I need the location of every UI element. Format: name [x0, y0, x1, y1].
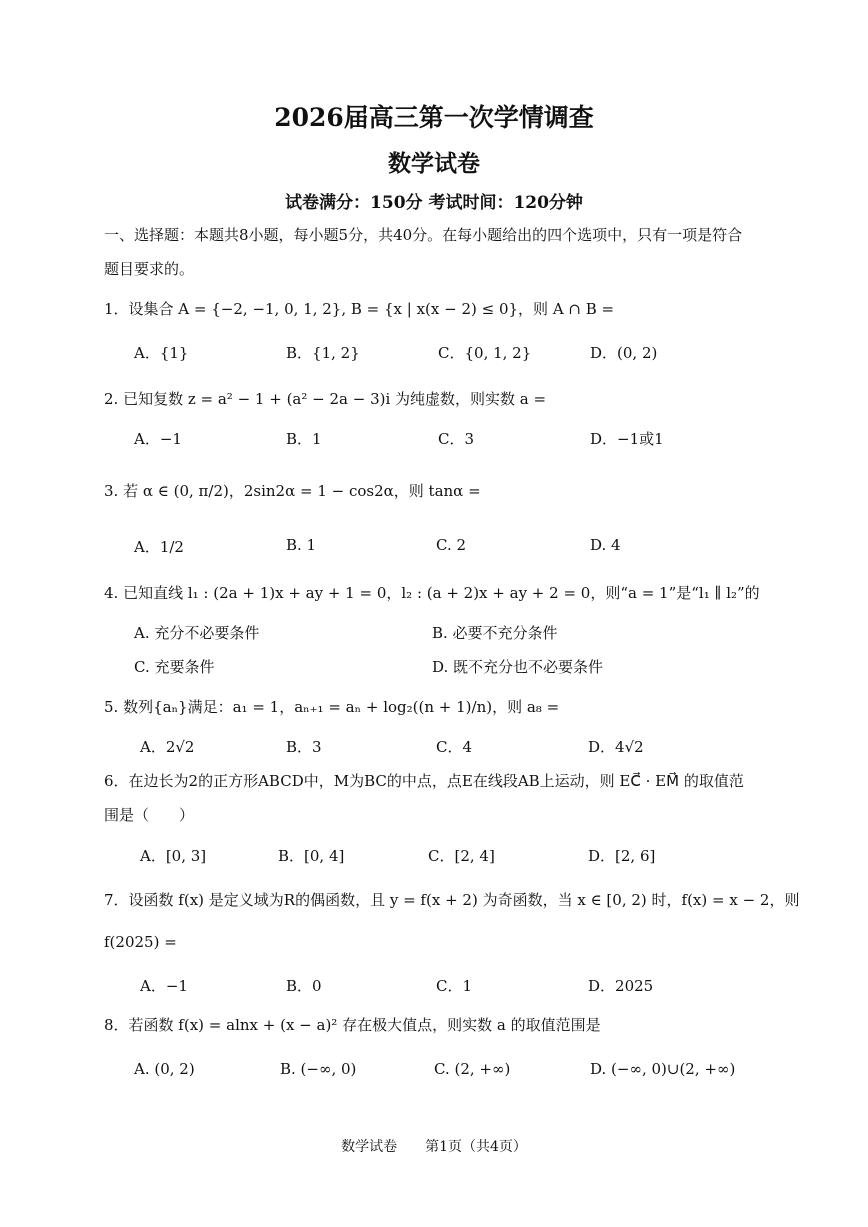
- question-3-option-a: A．1/2: [134, 538, 184, 556]
- question-7-option-a: A．−1: [140, 977, 188, 995]
- question-5-option-b: B．3: [286, 738, 322, 756]
- question-6-stem-cont: 围是（ ）: [104, 806, 195, 824]
- question-3-option-c: C. 2: [436, 536, 467, 554]
- question-5-stem: 5. 数列{aₙ}满足：a₁ = 1，aₙ₊₁ = aₙ + log₂((n + 1)/n)，则 a₈ =: [104, 698, 560, 716]
- question-7-option-b: B．0: [286, 977, 322, 995]
- question-4-option-a: A. 充分不必要条件: [134, 624, 260, 642]
- question-5-option-d: D．4√2: [588, 738, 644, 756]
- question-4-option-c: C. 充要条件: [134, 658, 215, 676]
- exam-info: 试卷满分：150分 考试时间：120分钟: [285, 193, 583, 213]
- question-6-stem: 6．在边长为2的正方形ABCD中，M为BC的中点，点E在线段AB上运动，则 EC⃗ · EM⃗ 的取值范: [104, 772, 744, 790]
- question-8-stem: 8．若函数 f(x) = alnx + (x − a)² 存在极大值点，则实数 a 的取值范围是: [104, 1016, 601, 1034]
- question-1-option-c: C．{0, 1, 2}: [438, 344, 532, 362]
- question-5-option-c: C．4: [436, 738, 473, 756]
- question-4-stem: 4. 已知直线 l₁ : (2a + 1)x + ay + 1 = 0，l₂ : (a + 2)x + ay + 2 = 0，则“a = 1”是“l₁ ∥ l₂”的: [104, 584, 760, 602]
- section-heading-cont: 题目要求的。: [104, 260, 195, 278]
- question-5-option-a: A．2√2: [140, 738, 195, 756]
- question-2-option-a: A．−1: [134, 430, 182, 448]
- question-8-option-d: D. (−∞, 0)∪(2, +∞): [590, 1060, 736, 1078]
- question-2-option-b: B．1: [286, 430, 322, 448]
- question-1-option-a: A．{1}: [134, 344, 189, 362]
- question-2-stem: 2. 已知复数 z = a² − 1 + (a² − 2a − 3)i 为纯虚数，则实数 a =: [104, 390, 547, 408]
- section-heading: 一、选择题：本题共8小题，每小题5分，共40分。在每小题给出的四个选项中，只有一项是符合: [104, 226, 743, 244]
- question-6-option-d: D．[2, 6]: [588, 847, 656, 865]
- question-1-option-d: D．(0, 2): [590, 344, 658, 362]
- question-7-option-c: C．1: [436, 977, 473, 995]
- question-6-option-c: C．[2, 4]: [428, 847, 495, 865]
- page-footer: 数学试卷 第1页（共4页）: [341, 1139, 527, 1155]
- question-6-option-a: A．[0, 3]: [140, 847, 207, 865]
- question-7-option-d: D．2025: [588, 977, 654, 995]
- question-3-option-b: B. 1: [286, 536, 317, 554]
- exam-subtitle: 数学试卷: [388, 150, 480, 177]
- question-1-option-b: B．{1, 2}: [286, 344, 360, 362]
- question-2-option-d: D．−1或1: [590, 430, 664, 448]
- question-8-option-c: C. (2, +∞): [434, 1060, 511, 1078]
- question-4-option-b: B. 必要不充分条件: [432, 624, 558, 642]
- question-4-option-d: D. 既不充分也不必要条件: [432, 658, 604, 676]
- question-7-stem-cont: f(2025) =: [104, 933, 177, 951]
- question-3-stem: 3. 若 α ∈ (0, π/2)，2sin2α = 1 − cos2α，则 tanα =: [104, 482, 481, 500]
- exam-title: 2026届高三第一次学情调查: [274, 103, 594, 132]
- question-1-stem: 1．设集合 A = {−2, −1, 0, 1, 2}, B = {x | x(x − 2) ≤ 0}，则 A ∩ B =: [104, 300, 615, 318]
- question-8-option-a: A. (0, 2): [134, 1060, 195, 1078]
- question-2-option-c: C．3: [438, 430, 475, 448]
- question-8-option-b: B. (−∞, 0): [280, 1060, 357, 1078]
- question-6-option-b: B．[0, 4]: [278, 847, 345, 865]
- question-7-stem: 7．设函数 f(x) 是定义域为R的偶函数，且 y = f(x + 2) 为奇函数，当 x ∈ [0, 2) 时，f(x) = x − 2，则: [104, 891, 800, 909]
- question-3-option-d: D. 4: [590, 536, 621, 554]
